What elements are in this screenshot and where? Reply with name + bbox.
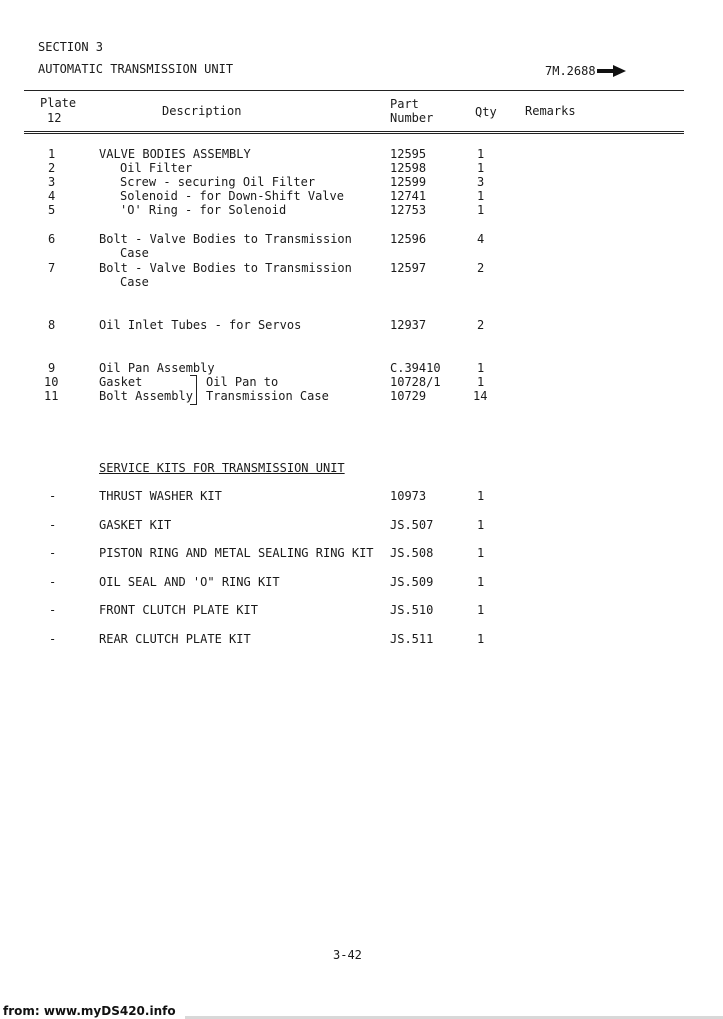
kit-description: THRUST WASHER KIT (99, 489, 222, 503)
column-qty: Qty (475, 105, 497, 119)
kit-plate: - (49, 632, 57, 646)
kit-part-number: JS.511 (390, 632, 434, 646)
row-description: Solenoid - for Down-Shift Valve (120, 189, 344, 203)
row-qty: 3 (477, 175, 485, 189)
column-remarks: Remarks (525, 104, 576, 118)
unit-title: AUTOMATIC TRANSMISSION UNIT (38, 62, 234, 76)
kit-plate: - (49, 489, 57, 503)
row-plate: 7 (48, 261, 56, 275)
kit-plate: - (49, 575, 57, 589)
bracket-note-line2: Transmission Case (206, 389, 329, 403)
row-qty: 4 (477, 232, 485, 246)
row-part-number: 12741 (390, 189, 427, 203)
header-rule-top (24, 90, 684, 91)
row-description: Bolt - Valve Bodies to Transmission (99, 232, 352, 246)
row-description: Bolt Assembly (99, 389, 193, 403)
row-part-number: 12599 (390, 175, 427, 189)
kit-qty: 1 (477, 489, 485, 503)
kits-heading: SERVICE KITS FOR TRANSMISSION UNIT (99, 461, 345, 475)
kit-description: OIL SEAL AND 'O" RING KIT (99, 575, 280, 589)
row-qty: 2 (477, 261, 485, 275)
row-qty: 1 (477, 161, 485, 175)
kit-plate: - (49, 518, 57, 532)
row-part-number: 10728/1 (390, 375, 441, 389)
source-footer: from: www.myDS420.info (3, 1004, 176, 1018)
row-part-number: 12598 (390, 161, 427, 175)
column-plate-number: 12 (47, 111, 62, 125)
row-description: Gasket (99, 375, 143, 389)
kit-description: GASKET KIT (99, 518, 172, 532)
row-qty: 14 (473, 389, 488, 403)
row-plate: 10 (44, 375, 59, 389)
kit-part-number: JS.509 (390, 575, 434, 589)
page-number: 3-42 (333, 948, 362, 962)
row-plate: 11 (44, 389, 59, 403)
row-part-number: 12595 (390, 147, 427, 161)
row-description: VALVE BODIES ASSEMBLY (99, 147, 251, 161)
column-plate: Plate (40, 96, 77, 110)
row-description: Oil Filter (120, 161, 193, 175)
kit-description: REAR CLUTCH PLATE KIT (99, 632, 251, 646)
row-plate: 1 (48, 147, 56, 161)
row-plate: 3 (48, 175, 56, 189)
row-qty: 1 (477, 375, 485, 389)
arrow-right-icon (597, 65, 627, 77)
kit-part-number: 10973 (390, 489, 427, 503)
bracket-note-line1: Oil Pan to (206, 375, 279, 389)
row-description-continued: Case (120, 275, 149, 289)
row-plate: 5 (48, 203, 56, 217)
header-rule-bottom (24, 131, 684, 134)
section-title: SECTION 3 (38, 40, 104, 54)
row-qty: 1 (477, 147, 485, 161)
kit-description: PISTON RING AND METAL SEALING RING KIT (99, 546, 374, 560)
row-plate: 4 (48, 189, 56, 203)
row-qty: 2 (477, 318, 485, 332)
row-description: Oil Inlet Tubes - for Servos (99, 318, 302, 332)
row-plate: 6 (48, 232, 56, 246)
kit-qty: 1 (477, 575, 485, 589)
kit-qty: 1 (477, 518, 485, 532)
row-qty: 1 (477, 361, 485, 375)
kit-qty: 1 (477, 632, 485, 646)
kit-part-number: JS.508 (390, 546, 434, 560)
page-reference: 7M.2688 (545, 64, 596, 78)
kit-part-number: JS.507 (390, 518, 434, 532)
kit-description: FRONT CLUTCH PLATE KIT (99, 603, 258, 617)
row-qty: 1 (477, 189, 485, 203)
kit-plate: - (49, 603, 57, 617)
row-description: Bolt - Valve Bodies to Transmission (99, 261, 352, 275)
column-part-number: Number (390, 111, 434, 125)
kit-qty: 1 (477, 546, 485, 560)
row-qty: 1 (477, 203, 485, 217)
row-description: Screw - securing Oil Filter (120, 175, 316, 189)
row-part-number: 12937 (390, 318, 427, 332)
kit-qty: 1 (477, 603, 485, 617)
row-part-number: C.39410 (390, 361, 441, 375)
row-description: Oil Pan Assembly (99, 361, 215, 375)
row-plate: 2 (48, 161, 56, 175)
row-description-continued: Case (120, 246, 149, 260)
row-plate: 9 (48, 361, 56, 375)
row-plate: 8 (48, 318, 56, 332)
row-part-number: 12596 (390, 232, 427, 246)
column-part: Part (390, 97, 419, 111)
row-description: 'O' Ring - for Solenoid (120, 203, 287, 217)
bracket (190, 375, 197, 405)
kit-plate: - (49, 546, 57, 560)
row-part-number: 10729 (390, 389, 427, 403)
column-description: Description (162, 104, 242, 118)
kit-part-number: JS.510 (390, 603, 434, 617)
row-part-number: 12597 (390, 261, 427, 275)
row-part-number: 12753 (390, 203, 427, 217)
